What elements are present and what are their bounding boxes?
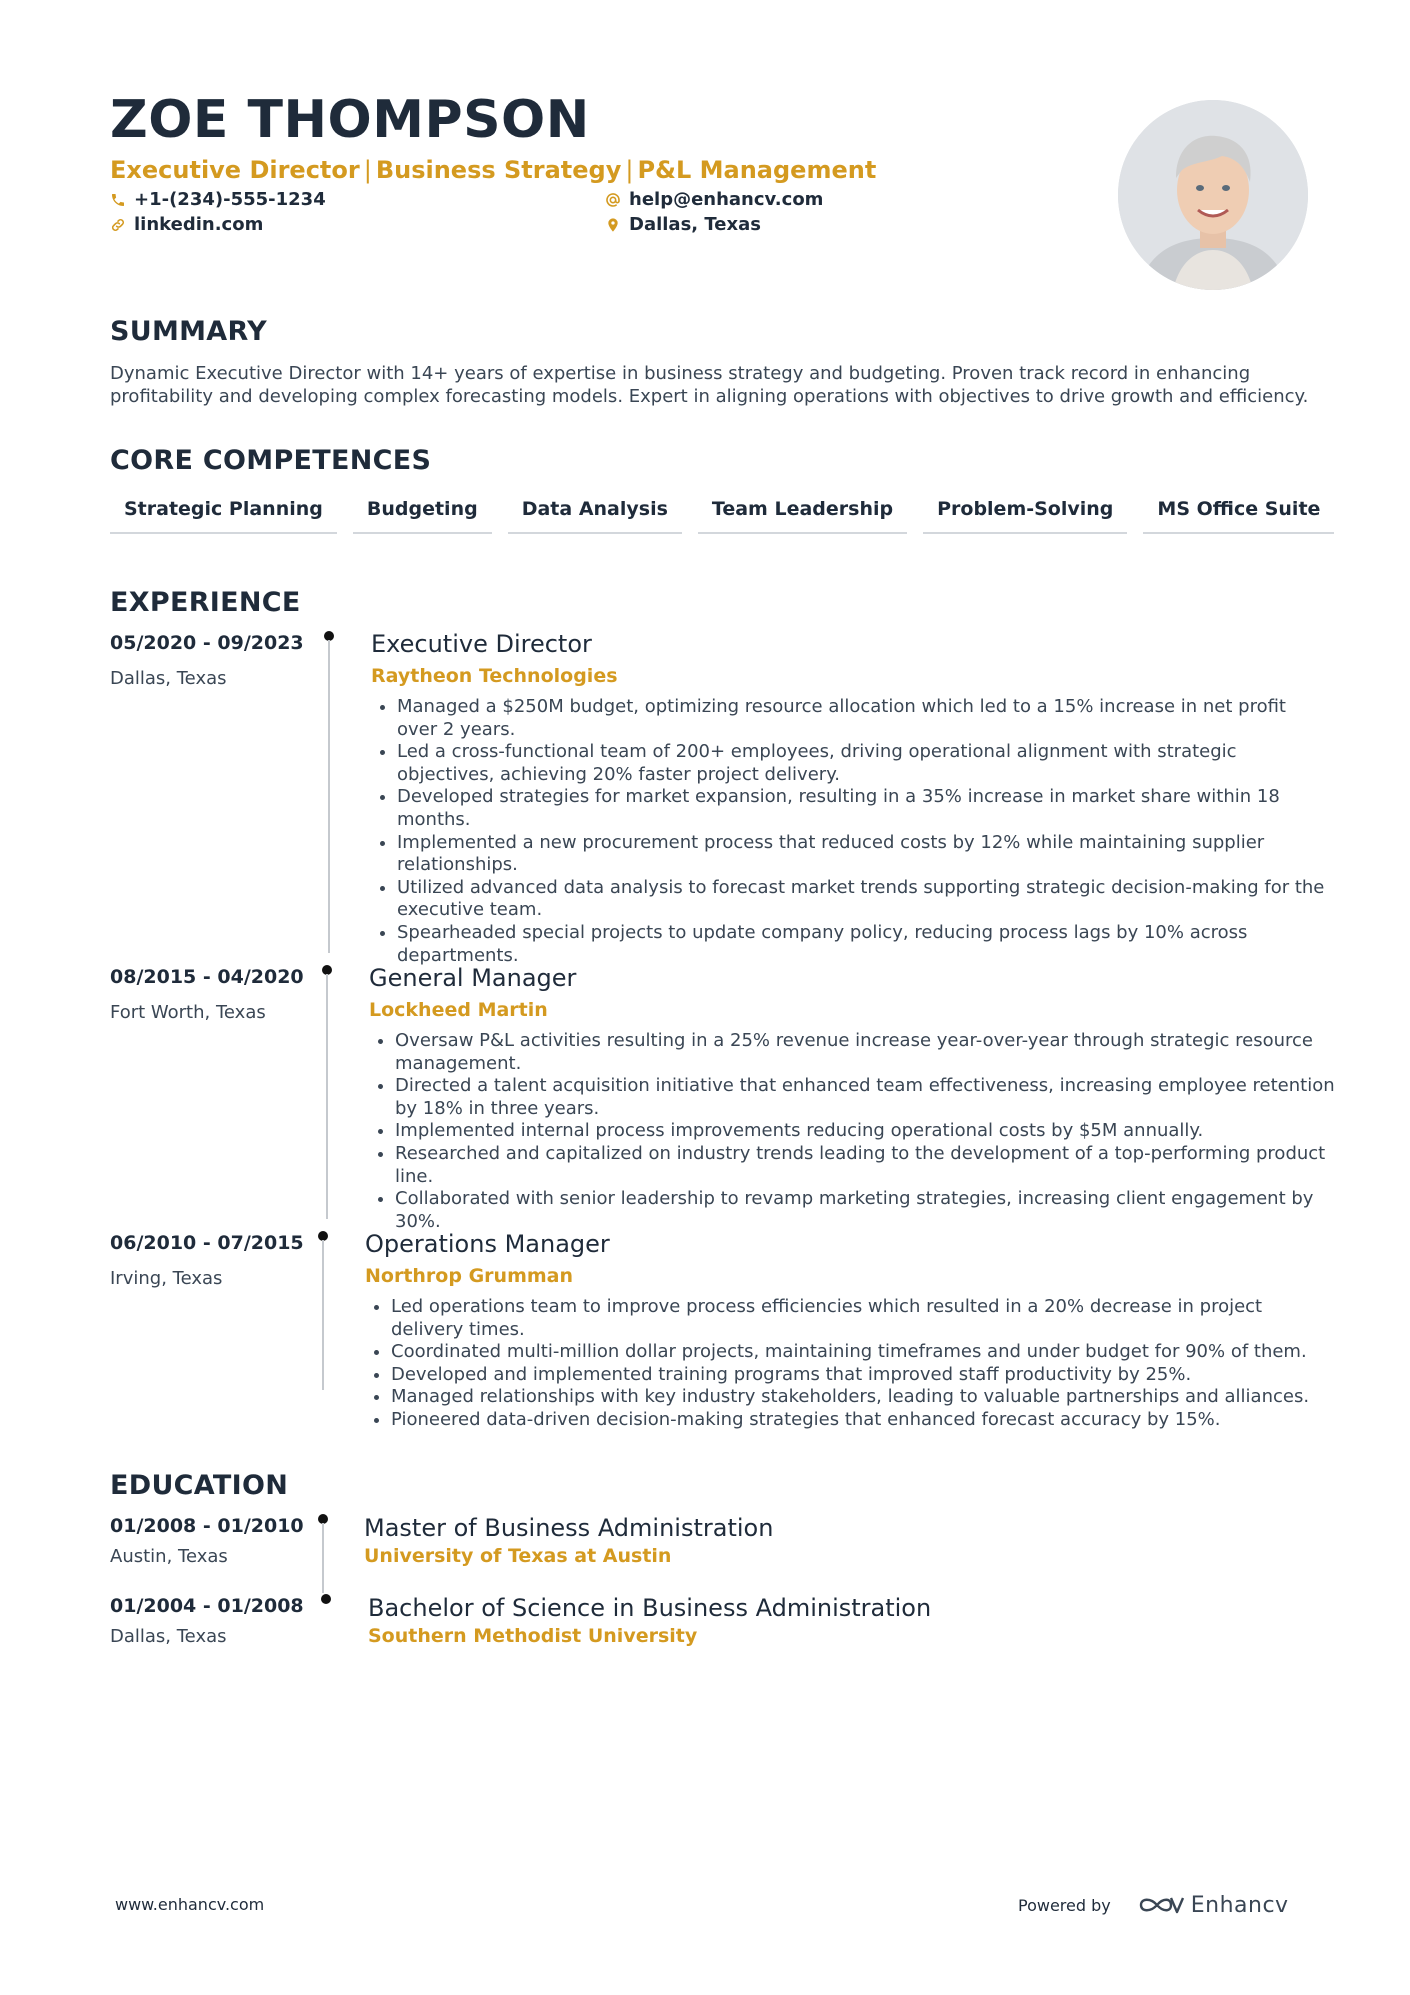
summary-text: Dynamic Executive Director with 14+ years of expertise in business strategy and budgeting. Proven track record in enhancing profitability and developing complex forecasting models. Expert in aligning operations with objectives to drive growth and efficiency.	[110, 363, 1309, 407]
skill-tag: Data Analysis	[508, 498, 682, 534]
edu-school: Southern Methodist University	[368, 1625, 698, 1647]
timeline-line	[326, 974, 328, 1219]
footer-branding[interactable]	[1018, 1892, 1289, 1918]
job-location: Fort Worth, Texas	[110, 1002, 266, 1023]
skill-tag: MS Office Suite	[1143, 498, 1334, 534]
skill-tag: Problem-Solving	[923, 498, 1127, 534]
competences-heading: CORE COMPETENCES	[110, 445, 432, 476]
skill-tag: Budgeting	[353, 498, 492, 534]
contact-linkedin[interactable]	[110, 214, 263, 235]
portrait-illustration	[1118, 100, 1308, 290]
bullet-item: • Oversaw P&L activities resulting in a 25% revenue increase year-over-year through strategic resource management.	[395, 1030, 1335, 1075]
bullet-item: • Pioneered data-driven decision-making strategies that enhanced forecast accuracy by 15%.	[391, 1409, 1331, 1432]
job-location: Dallas, Texas	[110, 668, 227, 689]
job-role: Executive Director	[371, 630, 592, 658]
enhancv-logo-icon	[1137, 1892, 1185, 1918]
edu-dates: 01/2008 - 01/2010	[110, 1515, 304, 1537]
edu-location: Dallas, Texas	[110, 1626, 227, 1647]
timeline-line	[322, 1523, 324, 1593]
edu-degree: Bachelor of Science in Business Administration	[368, 1594, 932, 1622]
contact-email[interactable]	[605, 189, 823, 210]
bullet-item: • Managed relationships with key industry stakeholders, leading to valuable partnerships and alliances.	[391, 1386, 1331, 1409]
bullet-item: • Spearheaded special projects to update company policy, reducing process lags by 10% across departments.	[397, 922, 1327, 967]
job-role: Operations Manager	[365, 1230, 610, 1258]
headline-title-3: P&L Management	[637, 156, 877, 184]
edu-school: University of Texas at Austin	[364, 1545, 672, 1567]
headline-separator: |	[363, 156, 372, 184]
location-text: Dallas, Texas	[629, 214, 761, 235]
brand-name: Enhancv	[1190, 1892, 1289, 1918]
job-location: Irving, Texas	[110, 1268, 223, 1289]
job-dates: 06/2010 - 07/2015	[110, 1232, 304, 1254]
experience-heading: EXPERIENCE	[110, 587, 301, 618]
timeline-line	[328, 640, 330, 953]
bullet-item: • Directed a talent acquisition initiative that enhanced team effectiveness, increasing employee retention by 18% in three years.	[395, 1075, 1335, 1120]
phone-text: +1-(234)-555-1234	[134, 189, 326, 210]
job-bullets	[371, 696, 1327, 967]
edu-dates: 01/2004 - 01/2008	[110, 1595, 304, 1617]
linkedin-text: linkedin.com	[134, 214, 264, 235]
headline-title-1: Executive Director	[110, 156, 360, 184]
job-company: Raytheon Technologies	[371, 665, 618, 687]
bullet-item: • Implemented a new procurement process that reduced costs by 12% while maintaining supplier relationships.	[397, 832, 1327, 877]
job-dates: 08/2015 - 04/2020	[110, 966, 304, 988]
summary-heading: SUMMARY	[110, 316, 267, 347]
bullet-item: • Researched and capitalized on industry trends leading to the development of a top-performing product line.	[395, 1143, 1335, 1188]
job-company: Northrop Grumman	[365, 1265, 574, 1287]
job-company: Lockheed Martin	[369, 999, 548, 1021]
footer-website[interactable]: www.enhancv.com	[115, 1895, 265, 1914]
bullet-item: • Coordinated multi-million dollar projects, maintaining timeframes and under budget for 90% of them.	[391, 1341, 1331, 1364]
bullet-item: • Managed a $250M budget, optimizing resource allocation which led to a 15% increase in net profit over 2 years.	[397, 696, 1327, 741]
headline-separator: |	[625, 156, 634, 184]
candidate-name: ZOE THOMPSON	[110, 90, 590, 150]
location-pin-icon	[605, 217, 621, 233]
job-bullets	[369, 1030, 1335, 1233]
skill-tag: Team Leadership	[698, 498, 907, 534]
edu-degree: Master of Business Administration	[364, 1514, 774, 1542]
bullet-item: • Led a cross-functional team of 200+ employees, driving operational alignment with strategic objectives, achieving 20% faster project delivery.	[397, 741, 1327, 786]
phone-icon	[110, 192, 126, 208]
headline	[110, 156, 876, 185]
contact-phone[interactable]	[110, 189, 326, 210]
job-dates: 05/2020 - 09/2023	[110, 632, 304, 654]
powered-by-label: Powered by	[1018, 1895, 1111, 1915]
bullet-item: • Collaborated with senior leadership to revamp marketing strategies, increasing client engagement by 30%.	[395, 1188, 1335, 1233]
bullet-item: • Developed strategies for market expansion, resulting in a 35% increase in market share within 18 months.	[397, 786, 1327, 831]
bullet-item: • Utilized advanced data analysis to forecast market trends supporting strategic decision-making for the executive team.	[397, 877, 1327, 922]
job-bullets	[365, 1296, 1331, 1432]
bullet-item: • Led operations team to improve process efficiencies which resulted in a 20% decrease in project delivery times.	[391, 1296, 1331, 1341]
profile-photo	[1118, 100, 1308, 290]
email-text: help@enhancv.com	[629, 189, 824, 210]
bullet-item: • Implemented internal process improvements reducing operational costs by $5M annually.	[395, 1120, 1335, 1143]
job-role: General Manager	[369, 964, 577, 992]
edu-location: Austin, Texas	[110, 1546, 228, 1567]
competences-list	[110, 498, 1350, 534]
skill-tag: Strategic Planning	[110, 498, 337, 534]
link-icon	[110, 217, 126, 233]
bullet-item: • Developed and implemented training programs that improved staff productivity by 25%.	[391, 1364, 1331, 1387]
at-icon	[605, 192, 621, 208]
timeline-line	[322, 1240, 324, 1390]
headline-title-2: Business Strategy	[375, 156, 622, 184]
contact-location	[605, 214, 761, 235]
timeline-dot	[321, 1594, 331, 1604]
education-heading: EDUCATION	[110, 1470, 289, 1501]
